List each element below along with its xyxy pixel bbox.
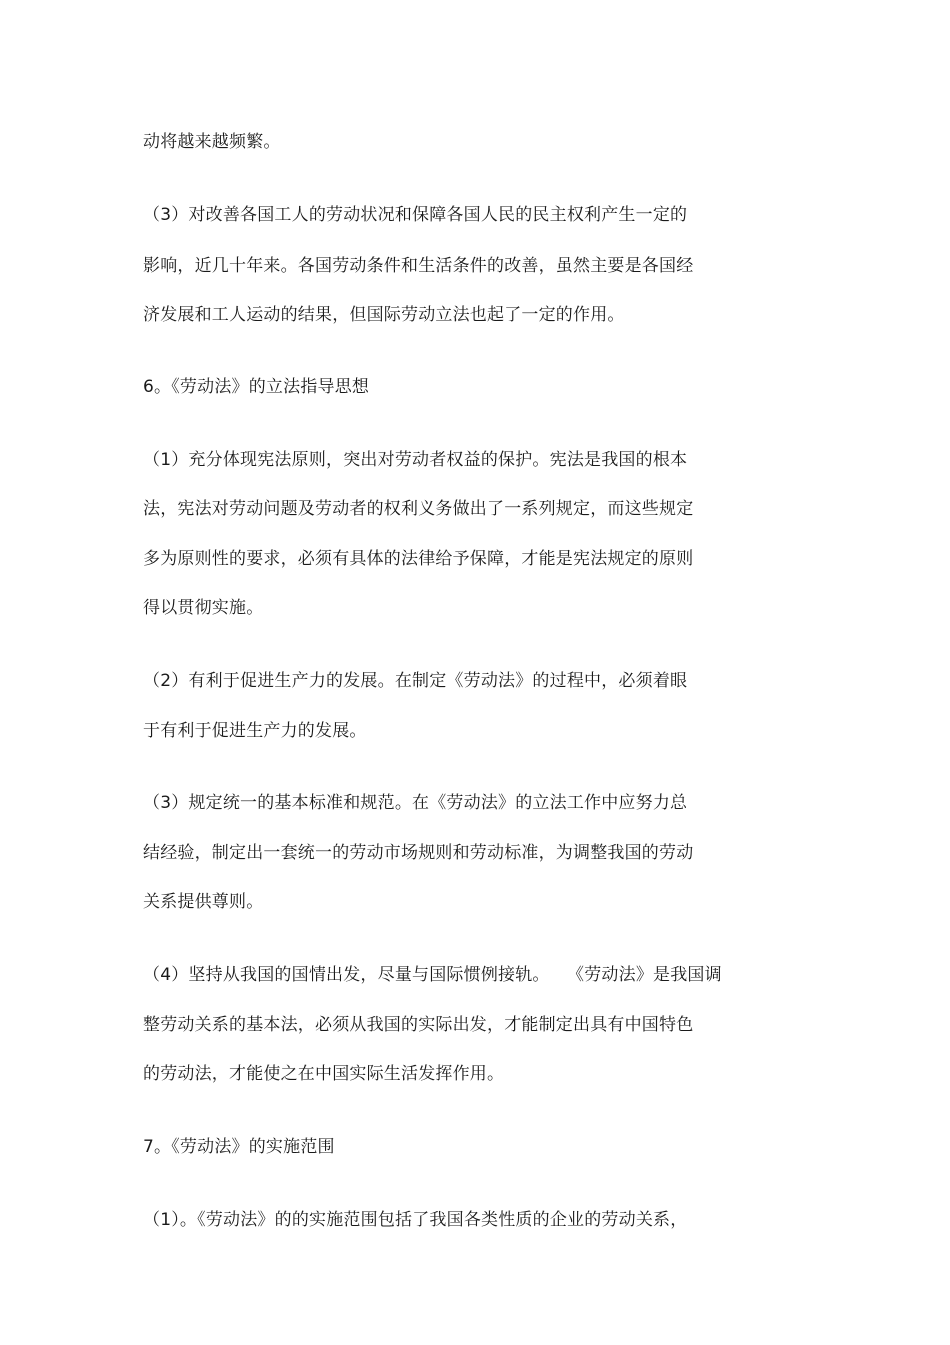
paragraph-line: （1）充分体现宪法原则，突出对劳动者权益的保护。宪法是我国的根本 [143,450,688,470]
paragraph-line: （3）对改善各国工人的劳动状况和保障各国人民的民主权利产生一定的 [143,205,688,225]
paragraph-line: 整劳动关系的基本法，必须从我国的实际出发，才能制定出具有中国特色 [143,1015,694,1035]
paragraph-line: 多为原则性的要求，必须有具体的法律给予保障，才能是宪法规定的原则 [143,549,694,569]
paragraph-line: 得以贯彻实施。 [143,598,264,618]
paragraph-line: （3）规定统一的基本标准和规范。在《劳动法》的立法工作中应努力总 [143,793,688,813]
section-heading: 6。《劳动法》的立法指导思想 [143,377,370,397]
paragraph-line: 于有利于促进生产力的发展。 [143,721,367,741]
paragraph-line: （4）坚持从我国的国情出发，尽量与国际惯例接轨。 《劳动法》是我国调 [143,965,722,985]
paragraph-line: 济发展和工人运动的结果，但国际劳动立法也起了一定的作用。 [143,305,625,325]
paragraph-line: 结经验，制定出一套统一的劳动市场规则和劳动标准，为调整我国的劳动 [143,843,694,863]
paragraph-line: （2）有利于促进生产力的发展。在制定《劳动法》的过程中，必须着眼 [143,671,688,691]
paragraph-line: 动将越来越频繁。 [143,132,281,152]
paragraph-line: （1）。《劳动法》的的实施范围包括了我国各类性质的企业的劳动关系， [143,1210,688,1230]
paragraph-line: 关系提供尊则。 [143,892,264,912]
paragraph-line: 的劳动法，才能使之在中国实际生活发挥作用。 [143,1064,505,1084]
paragraph-line: 法，宪法对劳动问题及劳动者的权利义务做出了一系列规定，而这些规定 [143,499,694,519]
paragraph-line: 影响，近几十年来。各国劳动条件和生活条件的改善，虽然主要是各国经 [143,256,694,276]
section-heading: 7。《劳动法》的实施范围 [143,1137,335,1157]
